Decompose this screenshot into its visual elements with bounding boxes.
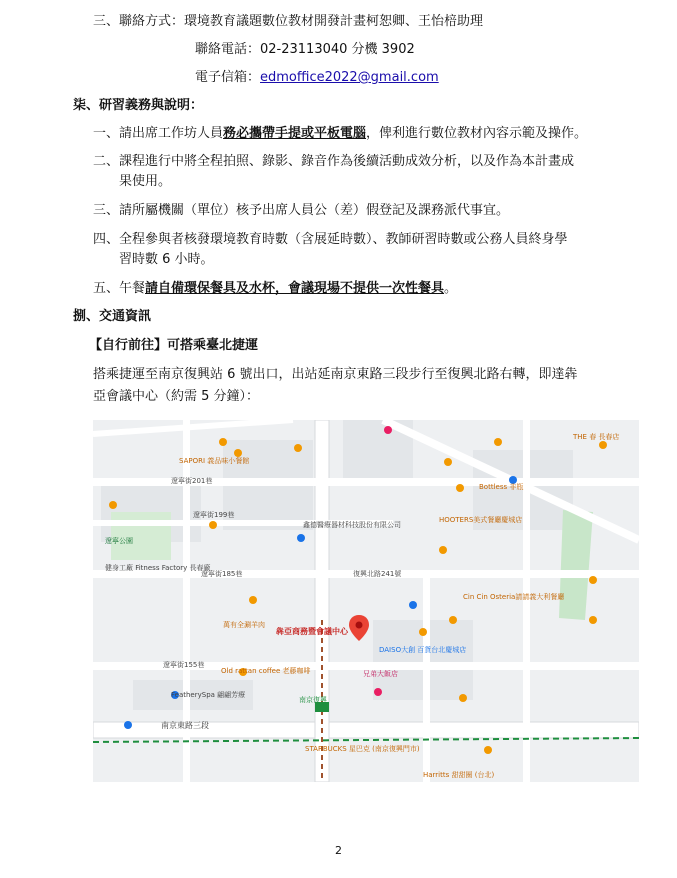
map-label-station: 南京復興: [299, 696, 327, 704]
contact-email-row: [195, 66, 439, 85]
transport-desc-line1: 搭乘捷運至南京復興站 6 號出口，出站延南京東路三段步行至復興北路右轉，即達犇: [93, 367, 578, 382]
location-map[interactable]: [93, 420, 639, 782]
duty-item-5-post: 。: [444, 281, 458, 296]
map-label-road-main: 南京東路三段: [161, 721, 209, 730]
duty-item-2-line1: 二、課程進行中將全程拍照、錄影、錄音作為後續活動成效分析，以及作為本計畫成: [93, 154, 575, 169]
map-label-fuxing: 復興北路241號: [353, 570, 402, 578]
contact-line: 三、聯絡方式：環境教育議題數位教材開發計畫柯恕卿、王怡棓助理: [93, 14, 484, 29]
map-label-cin-cin: Cin Cin Osteria請請義大利餐廳: [463, 593, 565, 601]
transport-subheading: 【自行前往】可搭乘臺北捷運: [89, 338, 259, 353]
duty-item-1: [93, 122, 587, 141]
map-label-gym: 健身工廠 Fitness Factory 長春廠: [105, 564, 211, 572]
map-label-liaoning-park: 遼寧公園: [105, 537, 133, 545]
transport-heading: 捌、交通資訊: [73, 309, 152, 324]
map-label-sanganmu: 萬有全涮羊肉: [223, 621, 265, 629]
email-label: 電子信箱：: [195, 70, 261, 85]
map-label-sapori: SAPORI 義品味小餐館: [179, 457, 250, 465]
map-label-lane185: 遼寧街185巷: [201, 570, 243, 578]
map-label-daiso: DAISO大創 百貨台北慶城店: [379, 646, 467, 654]
map-label-lane199: 遼寧街199巷: [193, 511, 235, 519]
duties-heading: 柒、研習義務與說明：: [73, 98, 204, 113]
map-label-harrits: Harritts 甜甜圈 (台北): [423, 771, 495, 779]
duty-item-1-post: ，俾利進行數位教材內容示範及操作。: [366, 126, 588, 141]
duty-item-4-line2: 習時數 6 小時。: [119, 252, 214, 267]
duty-item-1-pre: 一、請出席工作坊人員: [93, 126, 224, 141]
duty-item-5-emphasis: 請自備環保餐具及水杯，會議現場不提供一次性餐具: [145, 281, 445, 296]
contact-phone: 聯絡電話：02-23113040 分機 3902: [195, 42, 415, 57]
map-label-starbucks: STARBUCKS 星巴克 (南京復興門市): [305, 745, 420, 753]
map-label-kiki: 兄弟大飯店: [363, 670, 398, 678]
duty-item-5: [93, 277, 457, 296]
duty-item-1-emphasis: 務必攜帶手提或平板電腦: [223, 126, 367, 141]
map-label-lane155: 遼寧街155巷: [163, 661, 205, 669]
duty-item-5-pre: 五、午餐: [93, 281, 146, 296]
map-label-featherspa: FeatherySpa 翩翩芳療: [171, 691, 246, 699]
duty-item-3: 三、請所屬機關（單位）核予出席人員公（差）假登記及課務派代事宜。: [93, 203, 510, 218]
map-label-the-chun: THE 春 長春店: [573, 433, 620, 441]
duty-item-4-line1: 四、全程參與者核發環境教育時數（含展延時數）、教師研習時數或公務人員終身學: [93, 232, 568, 247]
map-label-old-rattan: Old rattan coffee 老藤咖啡: [221, 667, 311, 675]
map-label-venue: 犇亞商務暨會議中心: [276, 627, 348, 636]
email-link[interactable]: edmoffice2022@gmail.com: [260, 70, 439, 85]
map-label-xintech: 鑫德醫療器材科技股份有限公司: [303, 521, 401, 529]
transport-desc-line2: 亞會議中心（約需 5 分鐘）：: [93, 389, 260, 404]
map-label-bottless: Bottless 非瓶: [479, 483, 524, 491]
map-label-hooters: HOOTERS美式餐廳慶城店: [439, 516, 523, 524]
duty-item-2-line2: 果使用。: [119, 174, 172, 189]
page-number: 2: [335, 844, 342, 857]
map-label-lane201: 遼寧街201巷: [171, 477, 213, 485]
